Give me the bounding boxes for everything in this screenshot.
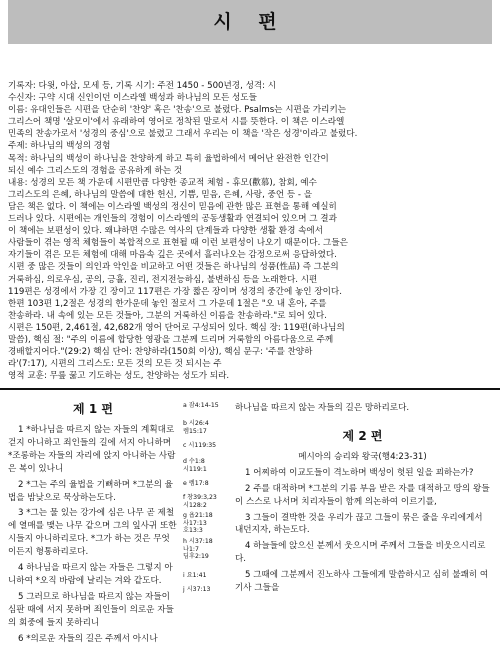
cross-reference — [183, 402, 227, 410]
chapter-2-subtitle: 메시아의 승리와 왕국(행4:23-31) — [298, 451, 427, 462]
chapter-1-verses — [8, 424, 178, 646]
verse-number: 4 — [245, 541, 254, 552]
reference-text: 시119:35 — [188, 442, 217, 449]
chapter-2-heading: 제 2 편 — [342, 428, 383, 443]
verse-text: 어찌하여 이교도들이 격노하며 백성이 헛된 일을 꾀하는가? — [253, 467, 474, 478]
cross-reference — [183, 442, 227, 450]
verse — [8, 424, 178, 476]
book-title: 시 편 — [8, 0, 492, 44]
intro-line: 기록자: 다윗, 아삽, 모세 등, 기록 시기: 주전 1450 - 500년경, 성격: 시 — [8, 81, 277, 91]
verse-number: 1 — [18, 425, 27, 435]
chapter-2-verses — [235, 467, 490, 595]
reference-mark: c — [183, 442, 189, 449]
verse-text: *하나님을 따르지 않는 자들의 계획대로 걷지 아니하고 죄인들의 길에 서지 아니하며 *조롱하는 자들의 자리에 앉지 아니하는 사람은 복이 있나니 — [8, 425, 176, 474]
cross-reference — [183, 586, 227, 594]
verse-text: 하나님을 따르지 않는 자들은 그렇지 아니하여 *오직 바람에 날리는 겨와 같도다. — [8, 563, 173, 586]
section-divider — [0, 388, 500, 390]
right-column — [235, 402, 490, 598]
reference-text: 시37:13 — [186, 586, 211, 593]
intro-line: 이 책에는 보편성이 있다. 왜냐하면 수많은 역사의 단계들과 다양한 생활 환경 속에서 — [8, 226, 324, 237]
intro-line: 시편 중 많은 것들이 의인과 악인을 비교하고 어떤 것들은 하나님의 성품(性品) 즉 그분의 — [8, 262, 339, 273]
intro-line: 드러나 있다. 시편에는 개인들의 경험이 이스라엘의 공동생활과 연결되어 있으며 그 결과 — [8, 214, 337, 225]
reference-text: 욥21:18 사17:13 호13:3 — [183, 512, 213, 534]
verse-number: 3 — [18, 508, 27, 519]
intro-line: 민족의 찬송가로서 '성경의 중심'으로 불렸고 그래서 우리는 이 책을 '작은 성경'이라고 불렀다. — [8, 129, 358, 140]
cross-reference — [183, 420, 227, 435]
verse-text: 그들이 결박한 것을 우리가 끊고 그들이 묶은 줄을 우리에게서 내던지자, 하는도다. — [235, 512, 483, 536]
reference-text: 수1:8 시119:1 — [183, 458, 207, 473]
verse-number: 2 — [18, 479, 27, 490]
verse — [235, 467, 490, 480]
verse — [235, 512, 490, 538]
verse-number: 4 — [18, 563, 27, 574]
intro-line: 주제: 하나님의 백성의 경험 — [8, 141, 111, 152]
intro-line: 119편은 성경에서 가장 긴 장이고 117편은 가장 짧은 장이며 성경의 중간에 놓인 장이다. — [8, 286, 342, 297]
intro-line: 사람들이 겪는 영적 체험들이 복합적으로 표현될 때 이런 보편성이 나오기 때문이다. 그들은 — [8, 238, 348, 249]
verse-number: 5 — [18, 591, 27, 602]
intro-line: 담은 책은 없다. 이 책에는 이스라엘 백성의 정신이 믿음에 관한 많은 표현을 통해 예실히 — [8, 201, 337, 212]
cross-reference — [183, 572, 227, 580]
verse — [8, 507, 178, 559]
reference-mark: a — [183, 402, 189, 409]
verse — [8, 562, 178, 588]
intro-line: 거룩하심, 의로우심, 공의, 긍휼, 진리, 전지전능하심, 불변하심 등을 노래한다. 시편 — [8, 274, 318, 285]
chapter-1-ending: 하나님을 따르지 않는 자들의 길은 망하리로다. — [235, 403, 410, 413]
intro-line: 시편은 150편, 2,461절, 42,682개 영어 단어로 구성되어 있다. 핵심 장: 119편(하나님의 — [8, 322, 345, 333]
verse-text: *그는 물 있는 강가에 심은 나무 곧 제철에 열매를 맺는 나무 같으며 그의 잎사귀 또한 시들지 아니하리로다. *그가 하는 것은 무엇이든지 형통하리로다. — [8, 508, 177, 558]
reference-text: 시26:4 렘15:17 — [183, 420, 209, 435]
intro-line: 경배할지어다."(29:2) 핵심 단어: 찬양하라(150회 이상), 핵심 문구: '주를 찬양하 — [8, 347, 313, 358]
verse-number: 2 — [245, 483, 254, 494]
reference-text: 시37:18 나1:7 딤후2:19 — [183, 538, 213, 560]
reference-text: 잠4:14-15 — [188, 402, 219, 409]
verse-text: 하늘들에 앉으신 분께서 웃으시며 주께서 그들을 비웃으시리로다. — [235, 541, 486, 565]
cross-reference — [183, 458, 227, 473]
verse-number: 6 — [18, 633, 27, 644]
intro-line: 되신 예수 그리스도의 경험을 공유하게 하는 것 — [8, 165, 183, 176]
cross-reference — [183, 480, 227, 488]
intro-line: 자기들이 겪은 모든 체험에 대해 마음속 깊은 곳에서 흘러나오는 감정으로써 응답하였다. — [8, 250, 337, 261]
verse-text: *그는 주의 율법을 기뻐하며 *그분의 율법을 밤낮으로 묵상하는도다. — [8, 479, 173, 503]
verse-number: 3 — [245, 512, 254, 523]
intro-line: 내용: 성경의 모든 책 가운데 시편만큼 다양한 종교적 체험 - 휴모(歡慕), 참회, 예수 — [8, 177, 317, 188]
verse-text: *의로운 자들의 길은 주께서 아시나 — [26, 633, 158, 644]
reference-mark: d — [183, 458, 189, 465]
cross-reference — [183, 538, 227, 561]
verse — [8, 479, 178, 505]
intro-line: 목적: 하나님의 백성이 하나님을 찬양하게 하고 특히 율법하에서 메어난 완전한 인간이 — [8, 153, 329, 164]
verse — [235, 483, 490, 509]
cross-reference — [183, 512, 227, 535]
intro-line: 그리스어 책명 '살모이'에서 유래하여 영어로 정착된 말로서 시를 뜻한다. 이 책은 이스라엘 — [8, 117, 345, 128]
intro-line: 라'(7:17), 시편의 그리스도: 모든 것의 모든 것 되시는 주 — [8, 359, 222, 370]
verse-text: 그때에 그분께서 진노하사 그들에게 말씀하시고 심히 불쾌히 여기사 그들을 — [235, 570, 489, 594]
verse-number: 1 — [245, 467, 254, 478]
cross-reference — [183, 494, 227, 509]
chapter-1-heading: 제 1 편 — [73, 402, 113, 416]
reference-mark: e — [183, 480, 189, 487]
reference-mark: f — [183, 494, 188, 501]
book-introduction — [8, 80, 488, 382]
intro-line: 찬송하라. 내 속에 있는 모든 것들아, 그분의 거룩하신 이름을 찬송하라."로 되어 있다. — [8, 310, 327, 321]
intro-line: 영적 교훈: 무릎 꿇고 기도하는 성도, 찬양하는 성도가 되라. — [8, 371, 230, 382]
intro-line: 그리스도의 은혜, 하나님의 말씀에 대한 헌신, 기쁨, 믿음, 은혜, 사랑, 중언 등 - 을 — [8, 189, 313, 200]
reference-mark: j — [183, 586, 187, 593]
verse-text: 그러므로 하나님을 따르지 않는 자들이 심판 때에 서지 못하며 죄인들이 의로운 자들의 회중에 들지 못하리니 — [8, 591, 174, 628]
verse — [8, 591, 178, 630]
intro-line: 말씀), 핵심 절: "주의 이름에 합당한 영광을 그분께 드리며 거룩함의 아름다움으로 주께 — [8, 334, 334, 345]
intro-line: 수신자: 구약 시대 신인이던 이스라엘 백성과 하나님의 모든 성도들 — [8, 93, 257, 104]
intro-line: 한편 103편 1,2절은 성경의 한가운데 놓인 절로서 그 가운데 1절은 "오 내 혼아, 주를 — [8, 298, 327, 309]
reference-mark: h — [183, 538, 189, 545]
left-column — [8, 402, 178, 649]
reference-mark: i — [183, 572, 187, 579]
reference-mark: g — [183, 512, 189, 519]
verse-number: 5 — [245, 570, 254, 581]
verse — [235, 569, 490, 595]
verse-text: 주를 대적하며 *그분의 기름 부음 받은 자를 대적하고 땅의 왕들이 스스로 나서며 치리자들이 함께 의논하여 이르기를, — [235, 483, 490, 507]
reference-mark: b — [183, 420, 189, 427]
intro-line: 이름: 유대인들은 시편을 단순히 '찬양' 혹은 '찬송'으로 불렀다. Psalms는 시편을 가리키는 — [8, 105, 347, 116]
reference-text: 렘17:8 — [188, 480, 209, 487]
reference-text: 창39:3,23 시128:2 — [183, 494, 217, 509]
verse — [235, 540, 490, 566]
reference-text: 요1:41 — [186, 572, 207, 579]
